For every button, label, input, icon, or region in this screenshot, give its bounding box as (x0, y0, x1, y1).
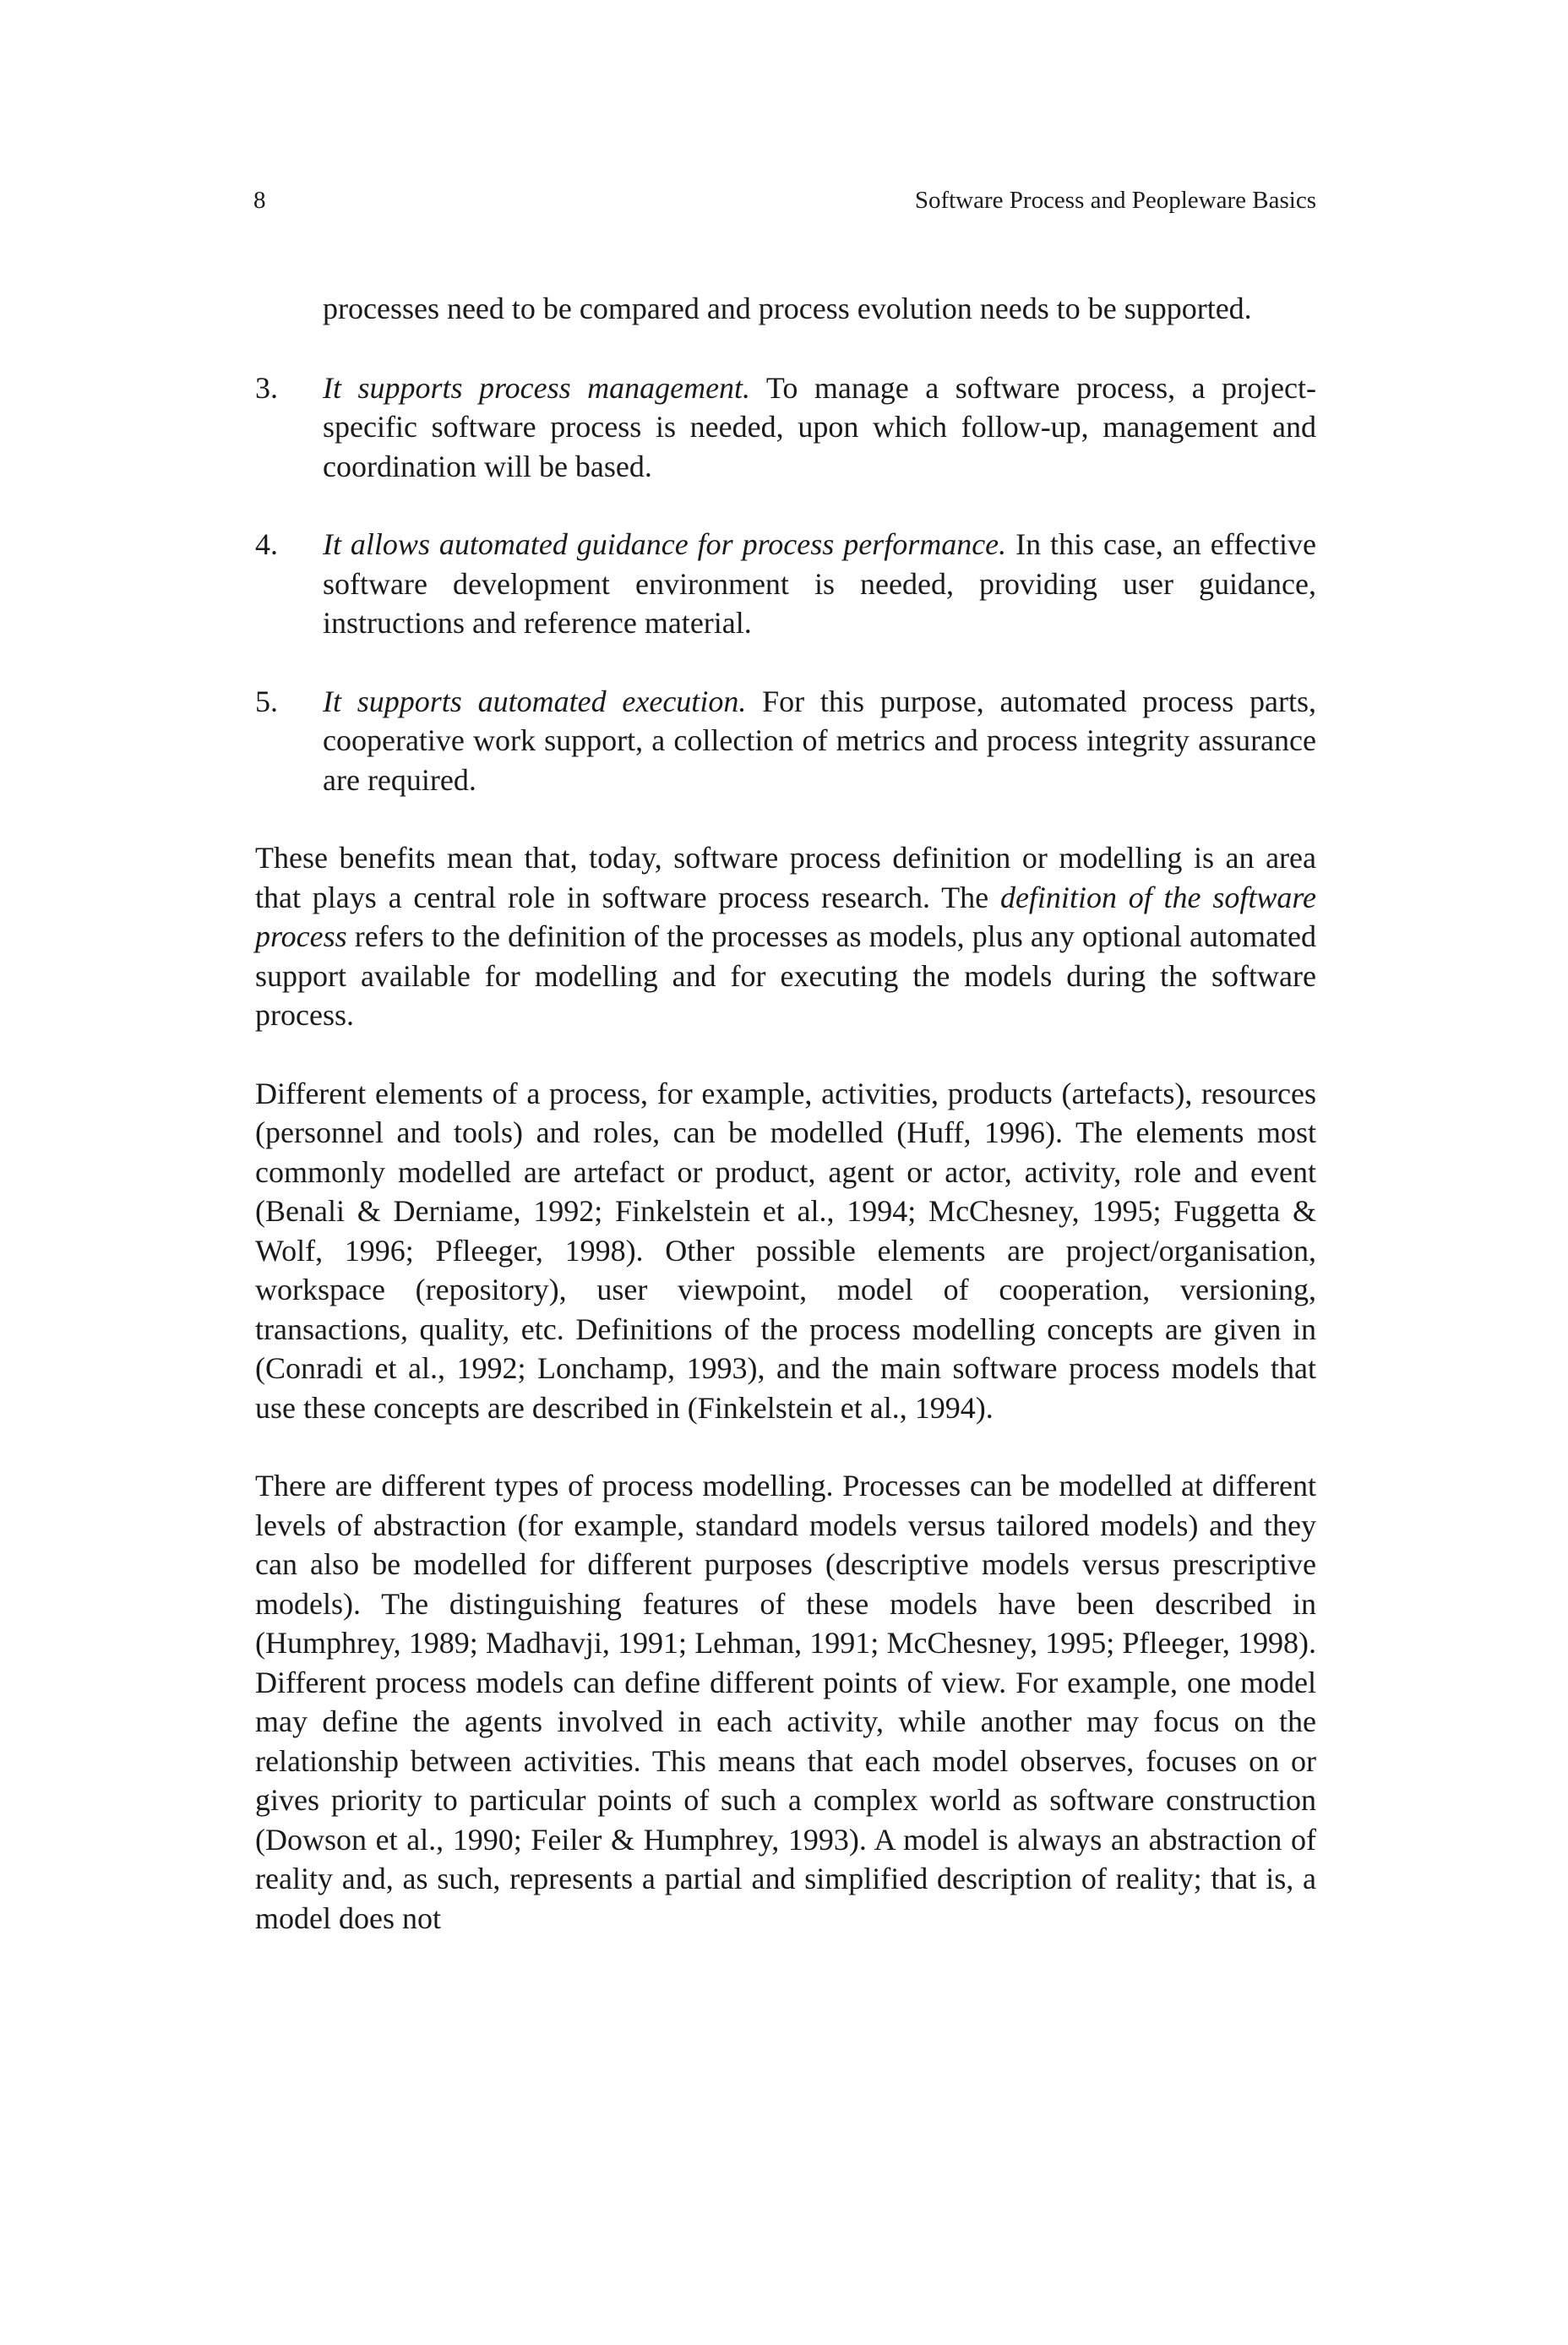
list-item-continuation: processes need to be compared and process evolution needs to be supported. (323, 292, 1252, 325)
paragraph-process-elements: Different elements of a process, for example, activities, products (artefacts), resources (personnel and tools) and roles, can be modelled (Huff, 1996). The elements most commonly modelled are artefact or product, agent or actor, activity, role and event (Benali & Derniame, 1992; Finkelstein et al., 1994; McChesney, 1995; Fuggetta & Wolf, 1996; Pfleeger, 1998). Other possible elements are project/organisation, workspace (repository), user viewpoint, model of cooperation, versioning, transactions, quality, etc. Definitions of the process modelling concepts are given in (Conradi et al., 1992; Lonchamp, 1993), and the main software process models that use these concepts are described in (Finkelstein et al., 1994). (255, 1076, 1316, 1425)
list-item-text: To manage a software process, a project-specific software process is needed, upon which follow-up, management and coordination will be based. (323, 370, 1316, 483)
defined-term: definition of the software process (255, 880, 1316, 953)
list-item-number: 5. (255, 684, 278, 718)
list-item-number: 3. (255, 370, 278, 405)
list-item-number: 4. (255, 527, 278, 561)
paragraph-modelling-types: There are different types of process modelling. Processes can be modelled at different levels of abstraction (for example, standard models versus tailored models) and they can also be modelled for different purposes (descriptive models versus prescriptive models). The distinguishing features of these models have been described in (Humphrey, 1989; Madhavji, 1991; Lehman, 1991; McChesney, 1995; Pfleeger, 1998). Different process models can define different points of view. For example, one model may define the agents involved in each activity, while another may focus on the relationship between activities. This means that each model observes, focuses on or gives priority to particular points of such a complex world as software construction (Dowson et al., 1990; Feiler & Humphrey, 1993). A model is always an abstraction of reality and, as such, represents a partial and simplified description of reality; that is, a model does not (255, 1469, 1316, 1935)
list-item-body (323, 525, 1316, 643)
list-item-5 (255, 682, 1316, 800)
running-head (253, 182, 1316, 219)
list-item-lead: It supports process management. (323, 370, 751, 405)
paragraph-text: refers to the definition of the processes as models, plus any optional automated support available for modelling and for executing the models during the software process. (255, 919, 1316, 1032)
paragraph-text: These benefits mean that, today, software process definition or modelling is an area that plays a central role in software process research. The (255, 841, 1316, 914)
list-item-text: For this purpose, automated process parts, cooperative work support, a collection of metrics and process integrity assurance are required. (323, 684, 1317, 797)
list-item-body (323, 368, 1316, 487)
running-title: Software Process and Peopleware Basics (914, 187, 1316, 214)
list-item-4 (255, 525, 1316, 643)
list-item-body (323, 682, 1316, 800)
list-item-text: In this case, an effective software development environment is needed, providing user guidance, instructions and reference material. (323, 527, 1317, 640)
paragraph-benefits (255, 838, 1316, 1035)
list-item-3 (255, 368, 1316, 487)
list-item-lead: It allows automated guidance for process performance. (323, 527, 1007, 561)
page-number: 8 (253, 187, 266, 214)
page-body (255, 289, 1316, 1977)
list-item-lead: It supports automated execution. (323, 684, 747, 718)
